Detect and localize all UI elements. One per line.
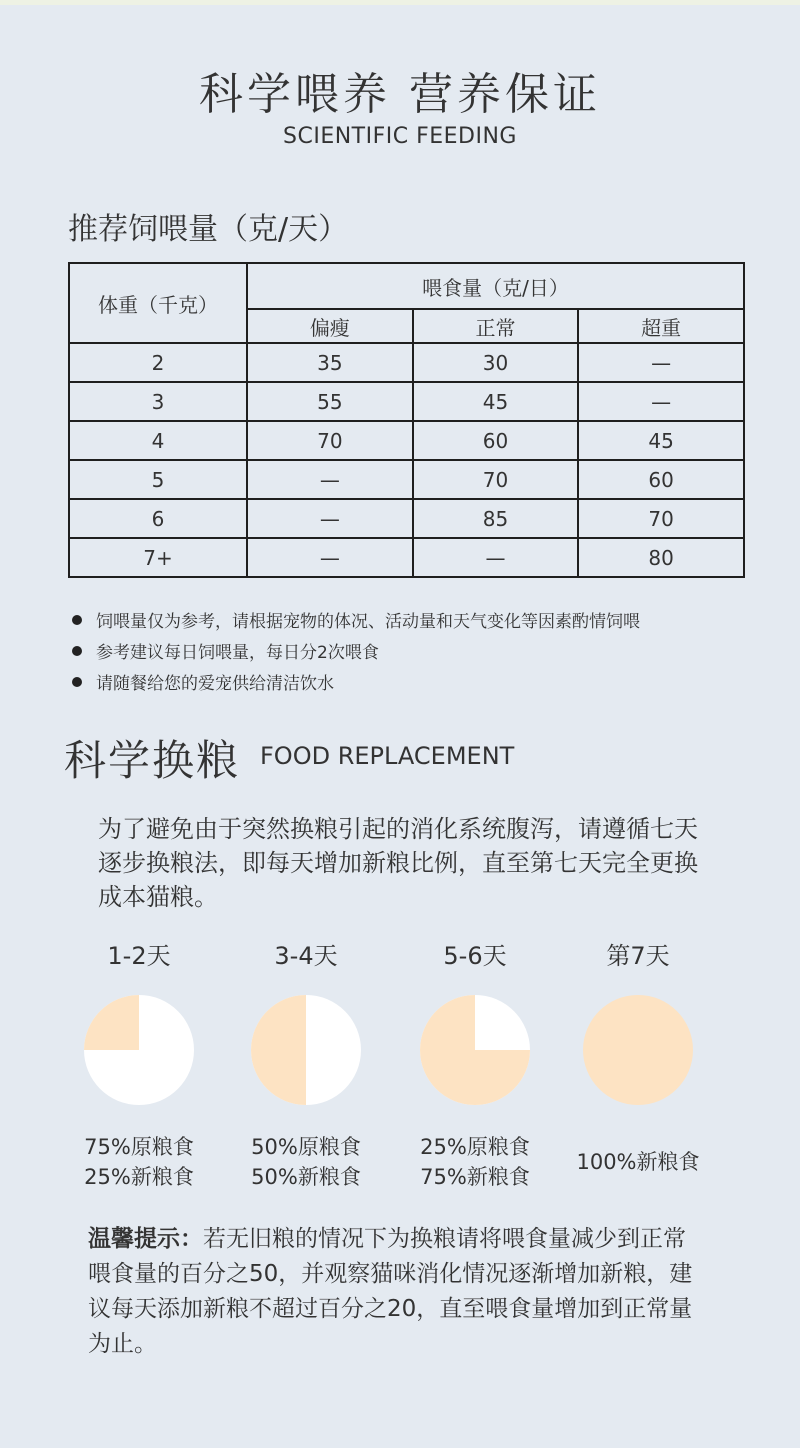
pie-slice-new-food (84, 995, 139, 1050)
table-cell: 60 (578, 460, 744, 499)
replacement-heading-en: FOOD REPLACEMENT (260, 742, 515, 770)
table-row (69, 499, 744, 538)
feeding-heading: 推荐饲喂量（克/天） (68, 212, 349, 247)
stage-4 (558, 940, 718, 1177)
stage-caption-old: 25%原粮食 (420, 1135, 530, 1159)
table-cell: 4 (69, 421, 247, 460)
top-accent-bar (0, 0, 800, 5)
table-cell: 5 (69, 460, 247, 499)
page-subtitle: SCIENTIFIC FEEDING (283, 124, 517, 149)
stage-pie-chart (248, 992, 364, 1108)
table-cell: 60 (413, 421, 579, 460)
table-cell: 30 (413, 343, 579, 382)
stage-label: 1-2天 (107, 942, 171, 970)
replacement-heading: 科学换粮 (64, 736, 241, 785)
note-text: 饲喂量仅为参考，请根据宠物的体况、活动量和天气变化等因素酌情饲喂 (96, 612, 640, 632)
table-cell: 45 (578, 421, 744, 460)
table-row (69, 460, 744, 499)
stage-label: 3-4天 (274, 942, 338, 970)
table-cell: 70 (578, 499, 744, 538)
note-text: 请随餐给您的爱宠供给清洁饮水 (96, 674, 334, 694)
table-cell: 2 (69, 343, 247, 382)
table-cell: — (578, 343, 744, 382)
table-cell: 55 (247, 382, 413, 421)
stage-caption-new: 50%新粮食 (251, 1165, 361, 1189)
bullet-icon (72, 677, 82, 687)
stage-pie-chart (580, 992, 696, 1108)
table-row (69, 343, 744, 382)
table-cell: — (413, 538, 579, 577)
bullet-icon (72, 615, 82, 625)
feeding-notes (72, 604, 640, 697)
tip-label: 温馨提示： (88, 1226, 203, 1252)
bullet-icon (72, 646, 82, 656)
stage-caption-old: 50%原粮食 (251, 1135, 361, 1159)
stage-label: 5-6天 (443, 942, 507, 970)
pie-slice-new-food (583, 995, 693, 1105)
stage-1 (59, 940, 219, 1192)
table-cell: — (247, 499, 413, 538)
note-text: 参考建议每日饲喂量，每日分2次喂食 (96, 643, 379, 663)
table-cell: 70 (247, 421, 413, 460)
stage-pie-chart (417, 992, 533, 1108)
table-cell: 35 (247, 343, 413, 382)
note-item (72, 666, 640, 697)
note-item (72, 635, 640, 666)
table-cell: 85 (413, 499, 579, 538)
stage-caption-new: 75%新粮食 (420, 1165, 530, 1189)
table-cell: — (578, 382, 744, 421)
stage-2 (226, 940, 386, 1192)
table-cell: 45 (413, 382, 579, 421)
tip-text: 若无旧粮的情况下为换粮请将喂食量减少到正常喂食量的百分之50，并观察猫咪消化情况逐渐增加新粮，建议每天添加新粮不超过百分之20，直至喂食量增加到正常量为止。 (88, 1226, 693, 1357)
table-cell: 3 (69, 382, 247, 421)
feeding-table (68, 262, 745, 578)
table-row (69, 382, 744, 421)
stage-caption-old: 75%原粮食 (84, 1135, 194, 1159)
replacement-intro: 为了避免由于突然换粮引起的消化系统腹泻，请遵循七天逐步换粮法，即每天增加新粮比例，直至第七天完全更换成本猫粮。 (98, 815, 698, 911)
stage-label: 第7天 (606, 942, 670, 970)
table-cell: — (247, 460, 413, 499)
stage-3 (395, 940, 555, 1192)
stage-caption-new: 25%新粮食 (84, 1165, 194, 1189)
table-row (69, 538, 744, 577)
amount-header: 喂食量（克/日） (247, 263, 744, 309)
sub-header-lean: 偏瘦 (247, 309, 413, 343)
stage-caption-new: 100%新粮食 (576, 1150, 700, 1174)
tip-box (88, 1222, 708, 1362)
stage-pie-chart (81, 992, 197, 1108)
table-cell: 80 (578, 538, 744, 577)
page-title: 科学喂养 营养保证 (199, 69, 601, 120)
pie-slice-new-food (251, 995, 306, 1105)
table-cell: 6 (69, 499, 247, 538)
sub-header-normal: 正常 (413, 309, 579, 343)
note-item (72, 604, 640, 635)
table-cell: — (247, 538, 413, 577)
table-cell: 70 (413, 460, 579, 499)
sub-header-overweight: 超重 (578, 309, 744, 343)
table-row (69, 421, 744, 460)
weight-header: 体重（千克） (69, 263, 247, 343)
table-cell: 7+ (69, 538, 247, 577)
